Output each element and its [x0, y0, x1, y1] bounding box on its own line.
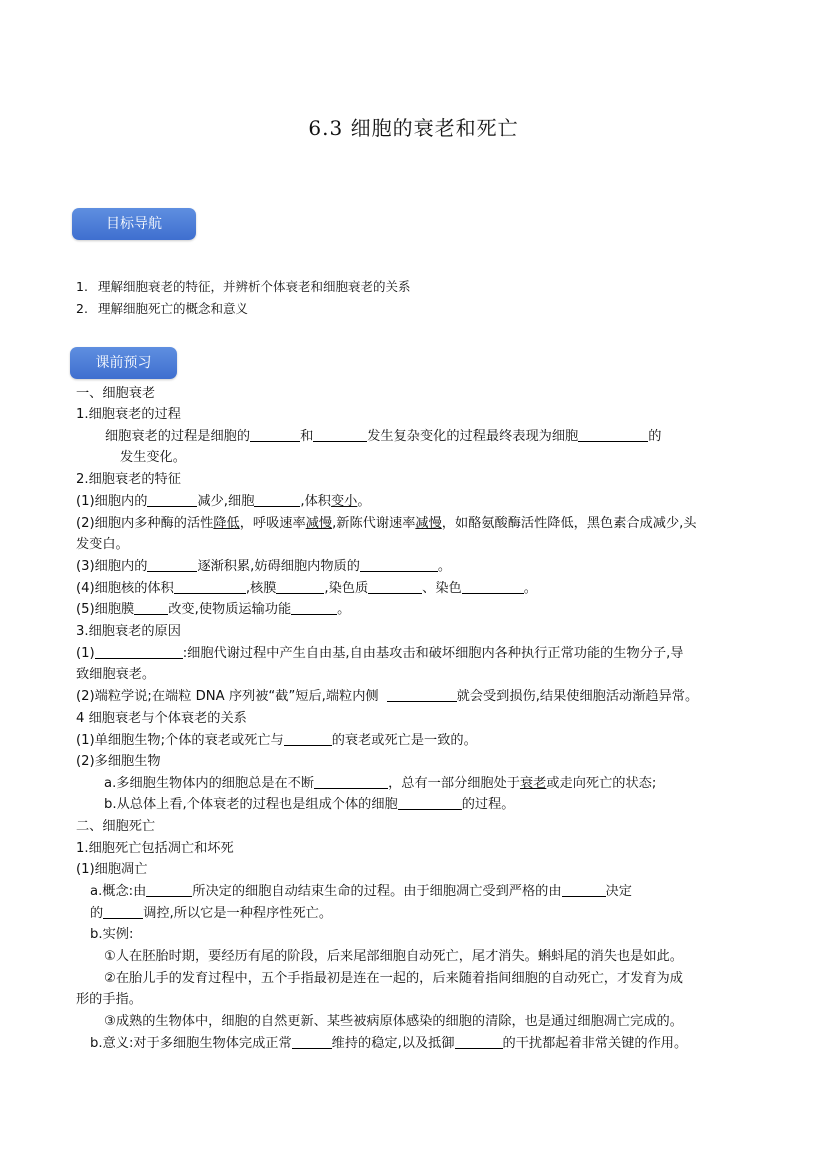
text-line [76, 492, 756, 512]
text-line [104, 795, 784, 815]
text: ，如酪氨酸酶活性降低，黑色素合成减少,头 [441, 516, 697, 531]
text: a.多细胞生物体内的细胞总是在不断 [104, 776, 315, 791]
goal-item [76, 277, 411, 295]
text: (2)细胞内多种酶的活性 [76, 516, 214, 531]
text: 。 [337, 602, 351, 617]
text: (2)端粒学说;在端粒 DNA 序列被“截”短后,端粒内侧 [76, 689, 379, 704]
text: 或走向死亡的状态; [546, 776, 657, 791]
text: (5)细胞膜 [76, 602, 135, 617]
text: 。 [437, 559, 452, 574]
fill-blank[interactable] [360, 557, 438, 572]
text: 、染色 [422, 581, 462, 596]
goals-badge: 目标导航 [72, 208, 196, 240]
text: ，呼吸速率 [239, 516, 306, 531]
text: 发生复杂变化的过程最终表现为细胞 [367, 429, 579, 444]
text-line: 发生变化。 [120, 450, 186, 465]
text: ,核膜 [245, 581, 277, 596]
text: 逐渐积累,妨碍细胞内物质的 [197, 559, 360, 574]
text-line [90, 1034, 770, 1054]
underlined-text: 减慢 [415, 516, 442, 531]
fill-blank[interactable] [387, 687, 457, 702]
text: b.意义:对于多细胞生物体完成正常 [90, 1036, 292, 1051]
text-line [76, 687, 756, 707]
text: 。 [357, 494, 371, 509]
goal-text: 理解细胞衰老的特征，并辨析个体衰老和细胞衰老的关系 [98, 279, 411, 294]
text: 的衰老或死亡是一致的。 [331, 733, 477, 748]
text-line: b.实例: [90, 927, 134, 942]
text: ,体积 [300, 494, 331, 509]
text: 减少,细胞 [197, 494, 255, 509]
fill-blank[interactable] [95, 644, 183, 659]
fill-blank[interactable] [398, 795, 462, 810]
fill-blank[interactable] [455, 1034, 503, 1049]
preview-badge: 课前预习 [70, 347, 177, 379]
text: 所决定的细胞自动结束生命的过程。由于细胞凋亡受到严格的由 [192, 884, 562, 899]
text-line: 致细胞衰老。 [76, 667, 156, 682]
text-line: ②在胎儿手的发育过程中，五个手指最初是连在一起的，后来随着指间细胞的自动死亡，才发育为成 [104, 971, 683, 986]
fill-blank[interactable] [134, 600, 168, 615]
fill-blank[interactable] [174, 579, 246, 594]
text-line: 发变白。 [76, 537, 129, 552]
text-line [76, 731, 756, 751]
text: (3)细胞内的 [76, 559, 148, 574]
text: a.概念:由 [90, 884, 147, 899]
text: 和 [300, 429, 314, 444]
text-line: ③成熟的生物体中，细胞的自然更新、某些被病原体感染的细胞的清除，也是通过细胞凋亡完成的。 [104, 1014, 683, 1029]
fill-blank[interactable] [292, 1034, 332, 1049]
subheading: 4 细胞衰老与个体衰老的关系 [76, 711, 247, 726]
goal-item [76, 299, 248, 317]
fill-blank[interactable] [254, 492, 300, 507]
section-heading: 二、细胞死亡 [76, 819, 156, 834]
text: (1)单细胞生物;个体的衰老或死亡与 [76, 733, 284, 748]
fill-blank[interactable] [276, 579, 324, 594]
text: (1) [76, 646, 95, 661]
underlined-text: 衰老 [519, 776, 547, 791]
fill-blank[interactable] [147, 557, 197, 572]
fill-blank[interactable] [314, 774, 388, 789]
text: 就会受到损伤,结果使细胞活动渐趋异常。 [456, 689, 699, 704]
text: 的 [648, 429, 662, 444]
page-title: 6.3 细胞的衰老和死亡 [308, 116, 519, 140]
text: 维持的稳定,以及抵御 [331, 1036, 455, 1051]
subheading: 1.细胞死亡包括凋亡和坏死 [76, 841, 234, 856]
text: ，总有一部分细胞处于 [388, 776, 520, 791]
text: 的过程。 [461, 797, 515, 812]
underlined-text: 变小 [330, 494, 358, 509]
text: 决定 [605, 884, 632, 899]
text: (1)细胞内的 [76, 494, 148, 509]
text: 调控,所以它是一种程序性死亡。 [143, 906, 333, 921]
text-line [90, 904, 770, 924]
fill-blank[interactable] [103, 904, 143, 919]
subheading: 1.细胞衰老的过程 [76, 407, 181, 422]
fill-blank[interactable] [368, 579, 422, 594]
underlined-text: 减慢 [305, 516, 333, 531]
text: ,染色质 [324, 581, 369, 596]
goal-number: 2. [76, 301, 88, 316]
text-line [105, 427, 785, 447]
subheading: 3.细胞衰老的原因 [76, 624, 181, 639]
fill-blank[interactable] [250, 427, 300, 442]
fill-blank[interactable] [578, 427, 648, 442]
text: ,新陈代谢速率 [332, 516, 416, 531]
goal-number: 1. [76, 279, 88, 294]
text-line: 形的手指。 [76, 992, 142, 1007]
fill-blank[interactable] [146, 882, 192, 897]
text-line: (2)多细胞生物 [76, 754, 161, 769]
text: 。 [523, 581, 537, 596]
text: b.从总体上看,个体衰老的过程也是组成个体的细胞 [104, 797, 398, 812]
fill-blank[interactable] [147, 492, 197, 507]
text-line [76, 514, 756, 534]
fill-blank[interactable] [462, 579, 524, 594]
goal-text: 理解细胞死亡的概念和意义 [98, 301, 249, 316]
text-line [76, 579, 756, 599]
fill-blank[interactable] [291, 600, 337, 615]
fill-blank[interactable] [284, 731, 332, 746]
text-line [90, 882, 770, 902]
text-line [76, 644, 756, 664]
text-line [76, 557, 756, 577]
subheading: 2.细胞衰老的特征 [76, 472, 181, 487]
text-line: ①人在胚胎时期，要经历有尾的阶段，后来尾部细胞自动死亡，尾才消失。蝌蚪尾的消失也是如此。 [104, 949, 683, 964]
text: 的 [90, 906, 104, 921]
text: 的干扰都起着非常关键的作用。 [502, 1036, 688, 1051]
text-line [104, 774, 784, 794]
underlined-text: 降低 [213, 516, 240, 531]
text: (4)细胞核的体积 [76, 581, 174, 596]
text: 细胞衰老的过程是细胞的 [105, 429, 251, 444]
section-heading: 一、细胞衰老 [76, 386, 156, 401]
text-line [76, 600, 756, 620]
text-line: (1)细胞凋亡 [76, 862, 148, 877]
fill-blank[interactable] [313, 427, 367, 442]
text: :细胞代谢过程中产生自由基,自由基攻击和破坏细胞内各种执行正常功能的生物分子,导 [182, 646, 684, 661]
fill-blank[interactable] [562, 882, 606, 897]
text: 改变,使物质运输功能 [168, 602, 292, 617]
